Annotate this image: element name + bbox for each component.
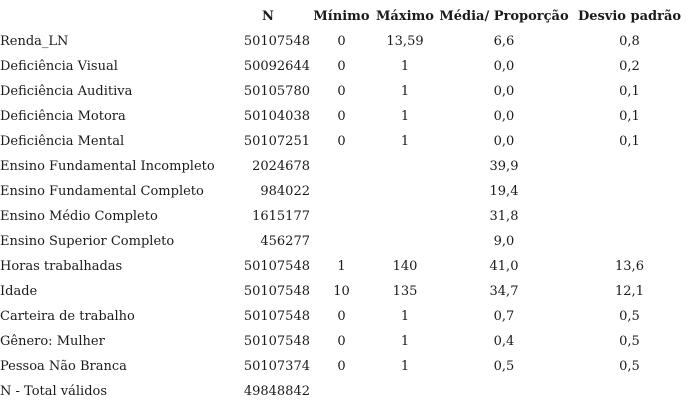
n-value: 50105780 <box>243 84 310 99</box>
variable-name: Deficiência Auditiva <box>0 84 133 99</box>
desvio-value <box>571 229 688 254</box>
n-value: 50107548 <box>243 259 310 274</box>
minimo-value <box>310 154 373 179</box>
maximo-value <box>373 154 437 179</box>
table-row <box>0 54 688 79</box>
table-row <box>0 29 688 54</box>
minimo-value: 0 <box>337 359 346 374</box>
table-row <box>0 229 688 254</box>
variable-name: Carteira de trabalho <box>0 309 135 324</box>
desvio-value: 0,8 <box>619 34 640 49</box>
maximo-value: 1 <box>400 359 410 374</box>
minimo-value <box>310 379 373 404</box>
n-value: 1615177 <box>252 209 310 224</box>
header-maximo: Máximo <box>376 9 434 24</box>
variable-name: Ensino Fundamental Incompleto <box>0 159 215 174</box>
desvio-value: 12,1 <box>615 284 644 299</box>
table-row <box>0 79 688 104</box>
media-value: 0,0 <box>493 134 515 149</box>
minimo-value: 0 <box>337 309 346 324</box>
n-value: 50092644 <box>243 59 310 74</box>
n-value: 50107548 <box>243 309 310 324</box>
variable-name: Pessoa Não Branca <box>0 359 127 374</box>
maximo-value <box>373 179 437 204</box>
table-row <box>0 329 688 354</box>
minimo-value <box>310 179 373 204</box>
media-value: 0,7 <box>493 309 515 324</box>
table-row <box>0 279 688 304</box>
maximo-value: 1 <box>400 334 410 349</box>
variable-name: Deficiência Motora <box>0 109 126 124</box>
variable-name: Deficiência Visual <box>0 59 118 74</box>
variable-name: Deficiência Mental <box>0 134 125 149</box>
n-value: 49848842 <box>243 384 310 399</box>
n-value: 50107548 <box>243 284 310 299</box>
media-value: 41,0 <box>489 259 519 274</box>
maximo-value: 1 <box>400 134 410 149</box>
maximo-value: 135 <box>392 284 418 299</box>
table-row <box>0 254 688 279</box>
media-value: 0,5 <box>493 359 515 374</box>
minimo-value: 0 <box>337 109 346 124</box>
table-row <box>0 129 688 154</box>
maximo-value: 1 <box>400 109 410 124</box>
minimo-value: 0 <box>337 59 346 74</box>
media-value: 0,0 <box>493 109 515 124</box>
n-value: 50107374 <box>243 359 310 374</box>
desvio-value: 13,6 <box>615 259 644 274</box>
minimo-value <box>310 229 373 254</box>
header-minimo: Mínimo <box>313 9 370 24</box>
header-variable <box>0 5 226 29</box>
variable-name: Ensino Fundamental Completo <box>0 184 204 199</box>
maximo-value <box>373 379 437 404</box>
media-value: 0,4 <box>493 334 515 349</box>
variable-name: N - Total válidos <box>0 384 108 399</box>
header-media-proporcao: Média/ Proporção <box>439 9 569 24</box>
desvio-value: 0,1 <box>619 84 640 99</box>
minimo-value: 0 <box>337 134 346 149</box>
desvio-value <box>571 179 688 204</box>
maximo-value: 1 <box>400 84 410 99</box>
desvio-value: 0,2 <box>619 59 640 74</box>
maximo-value: 13,59 <box>386 34 424 49</box>
variable-name: Horas trabalhadas <box>0 259 123 274</box>
variable-name: Idade <box>0 284 38 299</box>
desvio-value <box>571 154 688 179</box>
media-value: 9,0 <box>493 234 515 249</box>
variable-name: Gênero: Mulher <box>0 334 105 349</box>
maximo-value: 140 <box>392 259 418 274</box>
n-value: 50107548 <box>243 334 310 349</box>
n-value: 50107548 <box>243 34 310 49</box>
desvio-value: 0,5 <box>619 359 640 374</box>
desvio-value: 0,1 <box>619 134 640 149</box>
header-desvio-padrao: Desvio padrão <box>577 9 682 24</box>
maximo-value: 1 <box>400 309 410 324</box>
variable-name: Ensino Médio Completo <box>0 209 158 224</box>
table-row <box>0 154 688 179</box>
n-value: 50104038 <box>243 109 310 124</box>
media-value: 39,9 <box>489 159 519 174</box>
media-value: 31,8 <box>489 209 519 224</box>
table-row <box>0 104 688 129</box>
n-value: 456277 <box>260 234 310 249</box>
table-row <box>0 204 688 229</box>
variable-name: Renda_LN <box>0 34 69 49</box>
table-row <box>0 354 688 379</box>
minimo-value: 0 <box>337 34 346 49</box>
n-value: 984022 <box>260 184 310 199</box>
minimo-value: 1 <box>337 259 346 274</box>
media-value: 0,0 <box>493 59 515 74</box>
minimo-value: 0 <box>337 84 346 99</box>
desvio-value: 0,5 <box>619 334 640 349</box>
media-value: 34,7 <box>489 284 519 299</box>
minimo-value <box>310 204 373 229</box>
minimo-value: 10 <box>333 284 350 299</box>
maximo-value <box>373 204 437 229</box>
header-n: N <box>262 9 274 24</box>
media-value: 6,6 <box>493 34 515 49</box>
media-value: 19,4 <box>489 184 519 199</box>
desvio-value <box>571 379 688 404</box>
media-value: 0,0 <box>493 84 515 99</box>
desvio-value: 0,5 <box>619 309 640 324</box>
variable-name: Ensino Superior Completo <box>0 234 175 249</box>
table-row <box>0 304 688 329</box>
desvio-value: 0,1 <box>619 109 640 124</box>
maximo-value <box>373 229 437 254</box>
n-value: 50107251 <box>243 134 310 149</box>
media-value <box>437 379 571 404</box>
table-row <box>0 379 688 404</box>
n-value: 2024678 <box>252 159 310 174</box>
maximo-value: 1 <box>400 59 410 74</box>
header-row <box>0 5 688 29</box>
table-body <box>0 29 688 404</box>
descriptive-statistics-table <box>0 5 688 404</box>
desvio-value <box>571 204 688 229</box>
table-row <box>0 179 688 204</box>
minimo-value: 0 <box>337 334 346 349</box>
